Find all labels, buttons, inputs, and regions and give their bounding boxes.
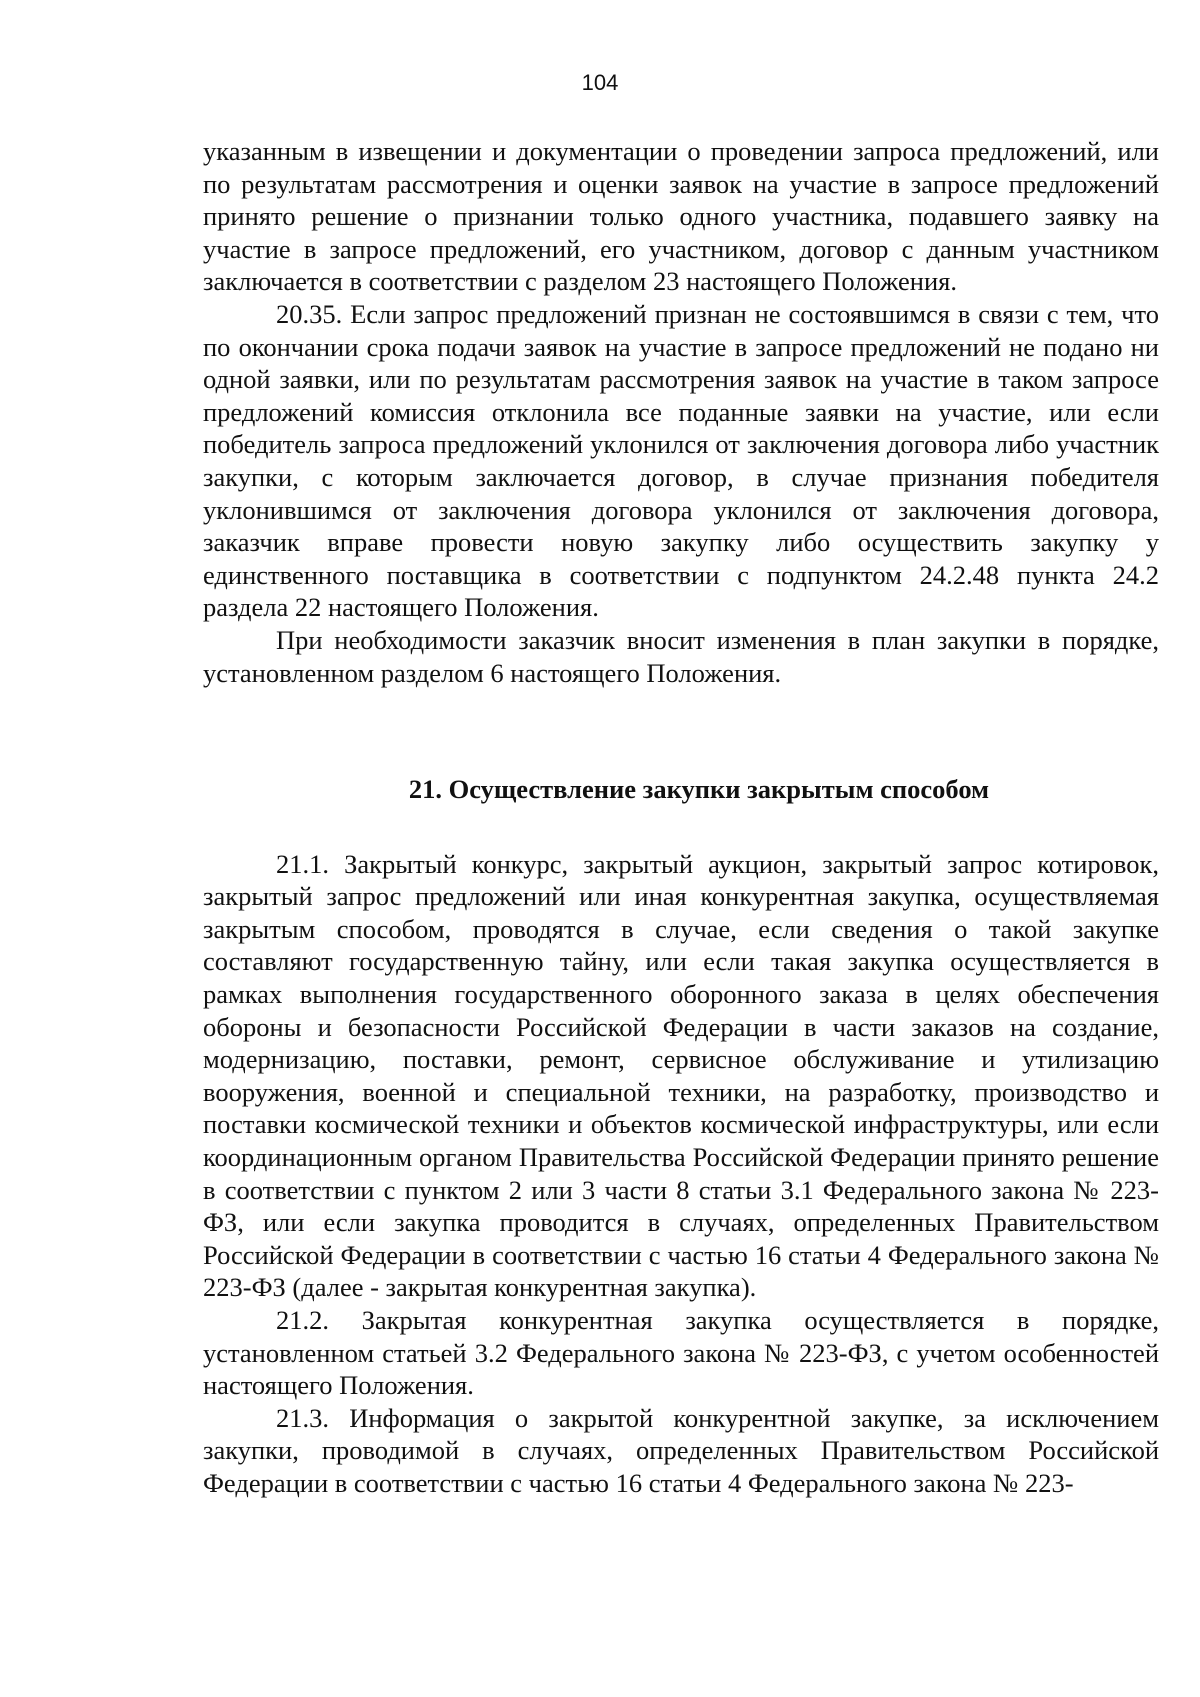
paragraph-continuation: указанным в извещении и документации о проведении запроса предложений, или по результатам рассмотрения и оценки заявок на участие в запросе предложений принято решение о признании только одного участника, подавшего заявку на участие в запросе предложений, его участником, договор с данным участником заключается в соответствии с разделом 23 настоящего Положения. bbox=[203, 136, 1159, 297]
paragraph-21-3: 21.3. Информация о закрытой конкурентной закупке, за исключением закупки, проводимой в случаях, определенных Правительством Российской Федерации в соответствии с частью 16 статьи 4 Федерального закона № 223- bbox=[203, 1402, 1159, 1498]
paragraph-plan-changes: При необходимости заказчик вносит изменения в план закупки в порядке, установленном разделом 6 настоящего Положения. bbox=[203, 624, 1159, 688]
paragraph-20-35: 20.35. Если запрос предложений признан не состоявшимся в связи с тем, что по окончании срока подачи заявок на участие в запросе предложений не подано ни одной заявки, или по результатам рассмотрения заявок на участие в таком запросе предложений комиссия отклонила все поданные заявки на участие, или если победитель запроса предложений уклонился от заключения договора либо участник закупки, с которым заключается договор, в случае признания победителя уклонившимся от заключения договора уклонился от заключения договора, заказчик вправе провести новую закупку либо осуществить закупку у единственного поставщика в соответствии с подпунктом 24.2.48 пункта 24.2 раздела 22 настоящего Положения. bbox=[203, 298, 1159, 623]
document-body bbox=[203, 135, 1159, 1500]
paragraph-21-2: 21.2. Закрытая конкурентная закупка осуществляется в порядке, установленном статьей 3.2 Федерального закона № 223-ФЗ, с учетом особенностей настоящего Положения. bbox=[203, 1305, 1159, 1401]
paragraph-21-1: 21.1. Закрытый конкурс, закрытый аукцион, закрытый запрос котировок, закрытый запрос предложений или иная конкурентная закупка, осуществляемая закрытым способом, проводятся в случае, если сведения о такой закупке составляют государственную тайну, или если такая закупка осуществляется в рамках выполнения государственного оборонного заказа в целях обеспечения обороны и безопасности Российской Федерации в части заказов на создание, модернизацию, поставки, ремонт, сервисное обслуживание и утилизацию вооружения, военной и специальной техники, на разработку, производство и поставки космической техники и объектов космической инфраструктуры, или если координационным органом Правительства Российской Федерации принято решение в соответствии с пунктом 2 или 3 части 8 статьи 3.1 Федерального закона № 223-ФЗ, или если закупка проводится в случаях, определенных Правительством Российской Федерации в соответствии с частью 16 статьи 4 Федерального закона № 223-ФЗ (далее - закрытая конкурентная закупка). bbox=[203, 848, 1159, 1303]
page-number: 104 bbox=[581, 70, 619, 95]
section-heading: 21. Осуществление закупки закрытым способом bbox=[408, 774, 990, 805]
